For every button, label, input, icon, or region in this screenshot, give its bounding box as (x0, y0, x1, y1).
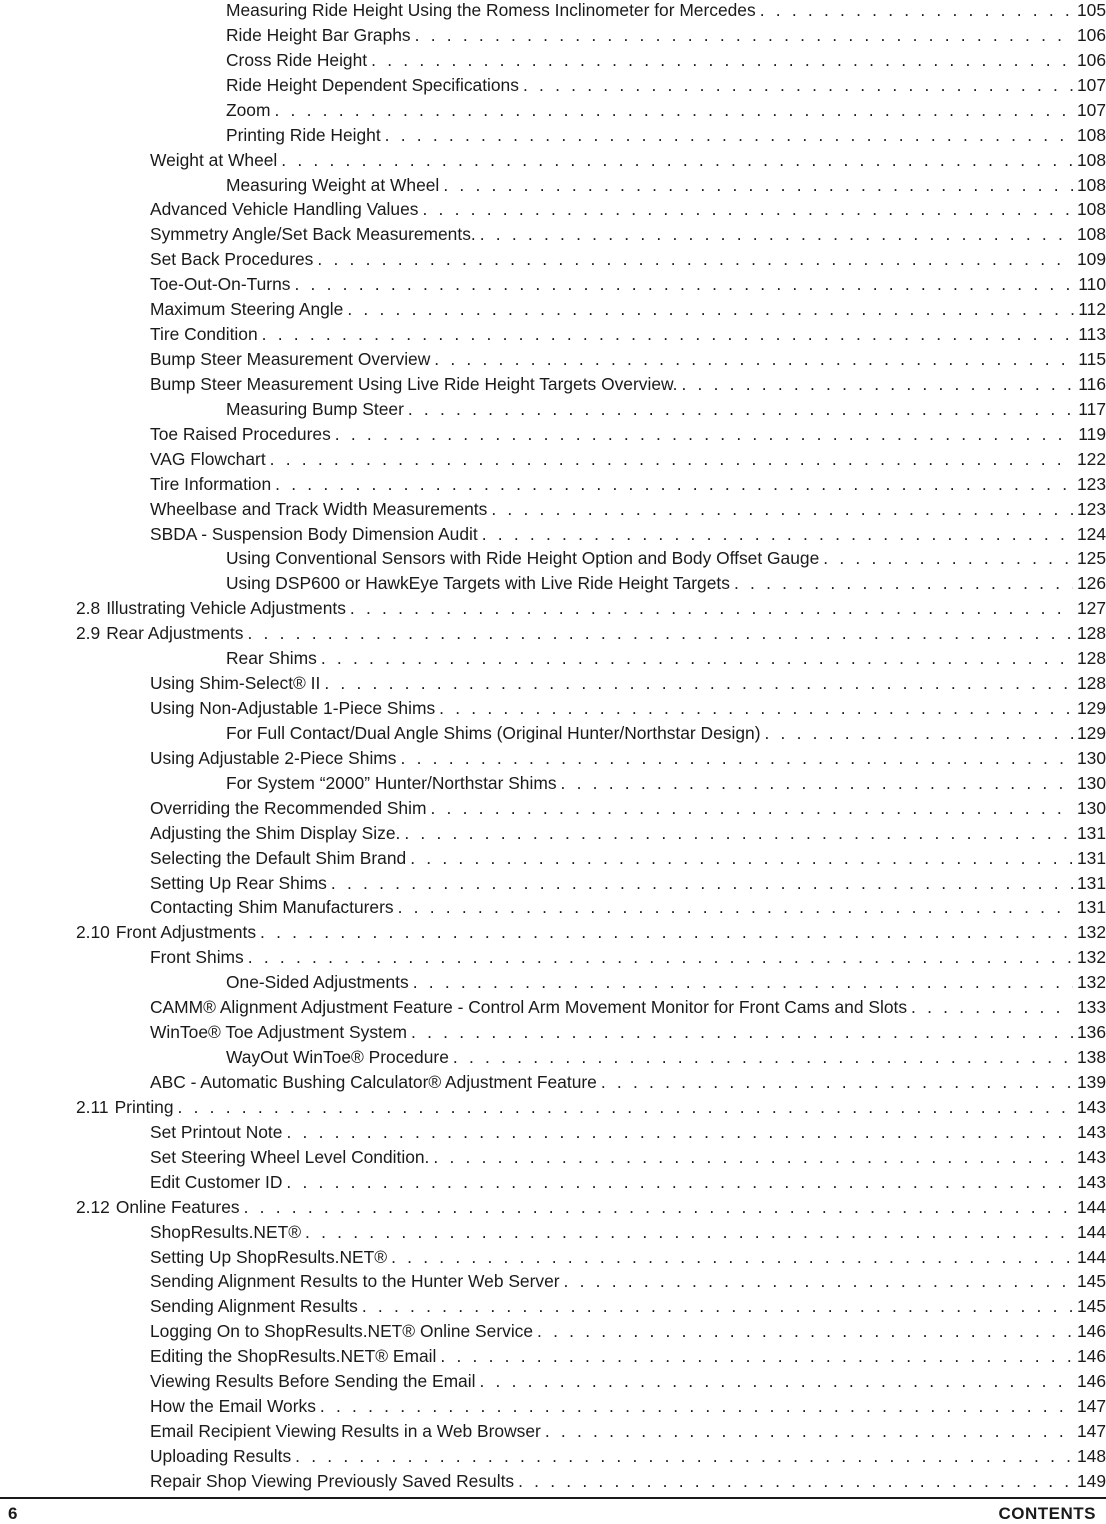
toc-entry-title (76, 1097, 174, 1117)
toc-entry[interactable] (0, 519, 1106, 544)
toc-entry-title: Rear Shims (226, 648, 317, 669)
toc-dot-leader (411, 1022, 1073, 1042)
toc-dot-leader (518, 1471, 1073, 1491)
toc-page-number: 107 (1076, 74, 1106, 95)
toc-dot-leader (244, 1197, 1073, 1217)
toc-dot-leader (430, 798, 1073, 818)
toc-entry-title: Set Steering Wheel Level Condition. (150, 1146, 430, 1167)
toc-entry-title: CAMM® Alignment Adjustment Feature - Control Arm Movement Monitor for Front Cams and Slots (150, 997, 908, 1018)
toc-page-number: 139 (1076, 1071, 1106, 1092)
toc-page-number: 125 (1076, 548, 1106, 569)
toc-dot-leader (347, 299, 1074, 319)
toc-entry-title: Set Printout Note (150, 1121, 283, 1142)
toc-entry[interactable] (0, 45, 1106, 70)
toc-entry[interactable] (0, 917, 1106, 942)
toc-dot-leader (537, 1321, 1073, 1341)
toc-entry-title: Measuring Ride Height Using the Romess Inclinometer for Mercedes (226, 0, 756, 20)
toc-dot-leader (764, 723, 1073, 743)
toc-page-number: 132 (1076, 922, 1106, 943)
toc-entry-title: Printing Ride Height (226, 124, 381, 145)
toc-page-number: 106 (1076, 24, 1106, 45)
toc-entry-title: Tire Condition (150, 324, 258, 345)
toc-entry-title: Tire Information (150, 473, 272, 494)
toc-entry-title: Logging On to ShopResults.NET® Online Service (150, 1321, 534, 1342)
toc-entry-title: Using Non-Adjustable 1-Piece Shims (150, 698, 436, 719)
toc-entry-title: Set Back Procedures (150, 249, 314, 270)
toc-page-number: 109 (1076, 249, 1106, 270)
toc-dot-leader (564, 1271, 1073, 1291)
toc-entry[interactable] (0, 568, 1106, 593)
toc-entry[interactable] (0, 219, 1106, 244)
toc-entry-title: WinToe® Toe Adjustment System (150, 1022, 408, 1043)
toc-entry-title: For System “2000” Hunter/Northstar Shims (226, 772, 557, 793)
toc-section-title: Rear Adjustments (106, 623, 244, 644)
toc-section-title: Illustrating Vehicle Adjustments (106, 598, 346, 619)
toc-entry-title (76, 598, 346, 618)
toc-entry-title: Editing the ShopResults.NET® Email (150, 1346, 437, 1367)
toc-section-number: 2.12 (76, 1196, 110, 1217)
toc-page-number: 136 (1076, 1022, 1106, 1043)
toc-page-number: 133 (1076, 997, 1106, 1018)
toc-dot-leader (482, 524, 1073, 544)
toc-page-number: 145 (1076, 1296, 1106, 1317)
toc-page-number: 149 (1076, 1470, 1106, 1491)
toc-entry[interactable] (0, 1042, 1106, 1067)
toc-dot-leader (561, 773, 1073, 793)
toc-page-number: 129 (1076, 698, 1106, 719)
toc-dot-leader (410, 848, 1073, 868)
toc-entry[interactable] (0, 244, 1106, 269)
toc-entry[interactable] (0, 294, 1106, 319)
toc-entry-title (76, 623, 243, 643)
toc-entry-title: Symmetry Angle/Set Back Measurements. (150, 224, 476, 245)
toc-entry[interactable] (0, 743, 1106, 768)
toc-entry[interactable] (0, 768, 1106, 793)
toc-page-number: 119 (1078, 423, 1106, 444)
toc-dot-leader (371, 50, 1073, 70)
toc-entry[interactable] (0, 419, 1106, 444)
toc-entry[interactable] (0, 992, 1106, 1017)
toc-page-number: 110 (1078, 274, 1106, 295)
toc-entry[interactable] (0, 319, 1106, 344)
toc-entry-title: Email Recipient Viewing Results in a Web Browser (150, 1421, 541, 1441)
toc-dot-leader (260, 922, 1073, 942)
toc-entry[interactable] (0, 394, 1106, 419)
toc-dot-leader (248, 947, 1073, 967)
toc-dot-leader (294, 274, 1074, 294)
toc-entry[interactable] (0, 1441, 1106, 1466)
toc-page-number: 108 (1076, 224, 1106, 245)
toc-page-number: 129 (1076, 722, 1106, 743)
toc-entry-title (76, 922, 256, 942)
toc-entry[interactable] (0, 444, 1106, 469)
toc-page-number: 146 (1076, 1321, 1106, 1342)
toc-entry-title: VAG Flowchart (150, 448, 266, 469)
toc-entry-title: Using Adjustable 2-Piece Shims (150, 747, 397, 768)
toc-page-number: 144 (1076, 1246, 1106, 1267)
toc-dot-leader (317, 249, 1073, 269)
toc-page-number: 113 (1078, 324, 1106, 345)
toc-dot-leader (911, 997, 1073, 1017)
toc-section-number: 2.9 (76, 623, 101, 644)
toc-entry[interactable] (0, 618, 1106, 643)
toc-entry[interactable] (0, 20, 1106, 45)
toc-page-number: 146 (1076, 1371, 1106, 1392)
toc-dot-leader (178, 1097, 1073, 1117)
toc-page-number: 117 (1078, 398, 1106, 419)
toc-page-number: 112 (1078, 299, 1106, 320)
toc-page-number: 130 (1076, 797, 1106, 818)
toc-page-number: 143 (1076, 1171, 1106, 1192)
toc-dot-leader (434, 349, 1074, 369)
toc-entry-title: SBDA - Suspension Body Dimension Audit (150, 523, 478, 544)
toc-page-number: 144 (1076, 1221, 1106, 1242)
toc-dot-leader (523, 75, 1073, 95)
toc-page-number: 131 (1076, 822, 1106, 843)
toc-dot-leader (681, 374, 1074, 394)
toc-entry[interactable] (0, 1366, 1106, 1391)
toc-dot-leader (321, 648, 1073, 668)
toc-entry-title: Front Shims (150, 947, 244, 968)
toc-entry-title: Sending Alignment Results (150, 1296, 358, 1317)
toc-dot-leader (286, 1172, 1073, 1192)
toc-entry-title: ABC - Automatic Bushing Calculator® Adjustment Feature (150, 1071, 597, 1092)
toc-entry[interactable] (0, 1092, 1106, 1117)
toc-page-number: 128 (1076, 648, 1106, 669)
toc-dot-leader (320, 1396, 1073, 1416)
toc-entry[interactable] (0, 95, 1106, 120)
toc-page-number: 146 (1076, 1346, 1106, 1367)
toc-page-number: 143 (1076, 1146, 1106, 1167)
toc-entry-title: For Full Contact/Dual Angle Shims (Original Hunter/Northstar Design) (226, 722, 761, 743)
toc-dot-leader (286, 1122, 1073, 1142)
toc-entry-title: Toe Raised Procedures (150, 423, 331, 444)
toc-entry-title: Measuring Weight at Wheel (226, 174, 440, 195)
toc-entry[interactable] (0, 0, 1106, 20)
toc-page-number: 124 (1076, 523, 1106, 544)
toc-page-number: 148 (1076, 1445, 1106, 1466)
toc-entry-title: Viewing Results Before Sending the Email (150, 1371, 476, 1392)
toc-entry-title: Ride Height Bar Graphs (226, 24, 411, 45)
toc-entry-title: Using DSP600 or HawkEye Targets with Live Ride Height Targets (226, 573, 730, 594)
toc-entry-title: WayOut WinToe® Procedure (226, 1047, 449, 1068)
toc-page-number: 132 (1076, 947, 1106, 968)
toc-dot-leader (491, 499, 1073, 519)
toc-page-number: 123 (1076, 473, 1106, 494)
toc-section-title: Front Adjustments (115, 922, 257, 943)
toc-page-number: 145 (1076, 1271, 1106, 1292)
toc-entry-title: Bump Steer Measurement Overview (150, 349, 431, 370)
toc-entry-title: Sending Alignment Results to the Hunter Web Server (150, 1271, 560, 1292)
toc-entry[interactable] (0, 593, 1106, 618)
toc-dot-leader (439, 698, 1073, 718)
footer-page-number: 6 (8, 1504, 18, 1523)
toc-entry[interactable] (0, 818, 1106, 843)
toc-entry-title: How the Email Works (150, 1396, 316, 1417)
toc-entry[interactable] (0, 194, 1106, 219)
toc-entry-title: Repair Shop Viewing Previously Saved Results (150, 1470, 515, 1491)
toc-dot-leader (331, 873, 1073, 893)
toc-dot-leader (262, 324, 1075, 344)
toc-entry-title: Maximum Steering Angle (150, 299, 344, 320)
toc-entry-title: Toe-Out-On-Turns (150, 274, 291, 295)
toc-entry[interactable] (0, 668, 1106, 693)
toc-page-number: 115 (1078, 349, 1106, 370)
toc-dot-leader (404, 823, 1073, 843)
toc-entry[interactable] (0, 1192, 1106, 1217)
toc-dot-leader (274, 100, 1073, 120)
toc-dot-leader (270, 449, 1073, 469)
toc-page-number: 122 (1076, 448, 1106, 469)
toc-entry[interactable] (0, 1067, 1106, 1092)
toc-entry-title: Uploading Results (150, 1445, 292, 1466)
toc-page-number: 130 (1076, 772, 1106, 793)
toc-page-number: 108 (1076, 124, 1106, 145)
toc-page-number: 131 (1076, 897, 1106, 918)
toc-entry[interactable] (0, 1291, 1106, 1316)
toc-entry[interactable] (0, 145, 1106, 170)
toc-entry[interactable] (0, 543, 1106, 568)
footer-section-label: CONTENTS (998, 1504, 1096, 1523)
toc-dot-leader (305, 1222, 1073, 1242)
toc-entry-title: Selecting the Default Shim Brand (150, 847, 407, 868)
toc-dot-leader (391, 1247, 1073, 1267)
toc-page-number: 108 (1076, 199, 1106, 220)
toc-entry[interactable] (0, 868, 1106, 893)
toc-section-number: 2.10 (76, 922, 110, 943)
toc-entry[interactable] (0, 1167, 1106, 1192)
toc-entry[interactable] (0, 942, 1106, 967)
toc-entry[interactable] (0, 1266, 1106, 1291)
toc-page-number: 128 (1076, 673, 1106, 694)
toc-entry-title: Using Shim-Select® II (150, 673, 321, 694)
toc-page-number: 147 (1076, 1396, 1106, 1417)
toc-entry[interactable] (0, 643, 1106, 668)
toc-dot-leader (335, 424, 1074, 444)
toc-page-number: 123 (1076, 498, 1106, 519)
toc-entry-title: Measuring Bump Steer (226, 398, 404, 419)
toc-entry-title: Setting Up Rear Shims (150, 872, 327, 893)
toc-dot-leader (440, 1346, 1073, 1366)
toc-entry[interactable] (0, 793, 1106, 818)
toc-entry-title: Wheelbase and Track Width Measurements (150, 498, 488, 519)
toc-dot-leader (760, 0, 1073, 20)
toc-entry-title (76, 1197, 240, 1217)
toc-entry[interactable] (0, 494, 1106, 519)
toc-page-number: 131 (1076, 872, 1106, 893)
toc-entry[interactable] (0, 469, 1106, 494)
toc-page-number: 116 (1078, 373, 1106, 394)
toc-entry-title: Edit Customer ID (150, 1171, 283, 1192)
toc-dot-leader (433, 1147, 1073, 1167)
toc-entry[interactable] (0, 1142, 1106, 1167)
toc-entry-title: Ride Height Dependent Specifications (226, 74, 519, 95)
toc-page-number: 128 (1076, 623, 1106, 644)
toc-page-number: 107 (1076, 99, 1106, 120)
toc-section-title: Printing (114, 1096, 174, 1117)
toc-entry[interactable] (0, 170, 1106, 195)
toc-entry[interactable] (0, 1217, 1106, 1242)
toc-entry[interactable] (0, 843, 1106, 868)
toc-page-number: 143 (1076, 1096, 1106, 1117)
toc-entry[interactable] (0, 70, 1106, 95)
toc-dot-leader (247, 623, 1073, 643)
toc-entry-title: Zoom (226, 99, 271, 120)
toc-entry-title: Overriding the Recommended Shim (150, 797, 427, 818)
toc-dot-leader (422, 199, 1073, 219)
toc-page-number: 130 (1076, 747, 1106, 768)
toc-entry-title: Setting Up ShopResults.NET® (150, 1246, 388, 1267)
toc-entry[interactable] (0, 967, 1106, 992)
toc-dot-leader (324, 673, 1073, 693)
toc-page-number: 127 (1076, 598, 1106, 619)
toc-dot-leader (415, 25, 1073, 45)
toc-page-number: 126 (1076, 573, 1106, 594)
toc-section-number: 2.8 (76, 598, 101, 619)
toc-page-number: 131 (1076, 847, 1106, 868)
toc-entry[interactable] (0, 1341, 1106, 1366)
toc-entry[interactable] (0, 892, 1106, 917)
toc-page-number: 143 (1076, 1121, 1106, 1142)
toc-entry-title: Cross Ride Height (226, 49, 368, 70)
toc-entry-title: Bump Steer Measurement Using Live Ride Height Targets Overview. (150, 373, 678, 394)
toc-entry[interactable] (0, 344, 1106, 369)
toc-dot-leader (408, 399, 1074, 419)
toc-dot-leader (398, 897, 1073, 917)
toc-dot-leader (362, 1296, 1073, 1316)
toc-dot-leader (601, 1072, 1073, 1092)
toc-dot-leader (479, 1371, 1073, 1391)
toc-entry[interactable] (0, 369, 1106, 394)
toc-dot-leader (350, 598, 1073, 618)
toc-entry-title: Contacting Shim Manufacturers (150, 897, 394, 918)
toc-dot-leader (453, 1047, 1073, 1067)
toc-entry[interactable] (0, 693, 1106, 718)
toc-entry-title: Advanced Vehicle Handling Values (150, 199, 419, 220)
toc-entry[interactable] (0, 1316, 1106, 1341)
toc-dot-leader (275, 474, 1073, 494)
toc-entry-title: Adjusting the Shim Display Size. (150, 822, 401, 843)
toc-page-number: 144 (1076, 1196, 1106, 1217)
toc-section-number: 2.11 (76, 1096, 109, 1117)
toc-entry[interactable] (0, 1466, 1106, 1491)
toc-page-number: 147 (1076, 1421, 1106, 1441)
toc-entry[interactable] (0, 1242, 1106, 1267)
toc-dot-leader (401, 748, 1073, 768)
toc-entry-title: One-Sided Adjustments (226, 972, 409, 993)
toc-dot-leader (385, 125, 1073, 145)
footer-divider (0, 1497, 1106, 1499)
toc-entry[interactable] (0, 1391, 1106, 1416)
toc-dot-leader (295, 1446, 1073, 1466)
toc-entry[interactable] (0, 1017, 1106, 1042)
toc-entry[interactable] (0, 120, 1106, 145)
toc-entry-title: Weight at Wheel (150, 149, 278, 170)
toc-page-number: 138 (1076, 1047, 1106, 1068)
toc-page-number: 108 (1076, 174, 1106, 195)
toc-dot-leader (734, 573, 1073, 593)
toc-dot-leader (281, 150, 1073, 170)
toc-page-number: 105 (1076, 0, 1106, 20)
toc-entry[interactable] (0, 718, 1106, 743)
toc-entry[interactable] (0, 1117, 1106, 1142)
toc-dot-leader (480, 224, 1073, 244)
toc-entry-title: ShopResults.NET® (150, 1221, 302, 1242)
toc-dot-leader (443, 175, 1073, 195)
toc-page-number: 108 (1076, 149, 1106, 170)
toc-entry[interactable] (0, 1416, 1106, 1441)
toc-section-title: Online Features (115, 1196, 240, 1217)
toc-entry-title: Using Conventional Sensors with Ride Height Option and Body Offset Gauge (226, 548, 820, 569)
toc-dot-leader (413, 972, 1073, 992)
toc-dot-leader (545, 1421, 1073, 1441)
toc-page-number: 132 (1076, 972, 1106, 993)
toc-dot-leader (823, 548, 1073, 568)
toc-page-number: 106 (1076, 49, 1106, 70)
toc-entry[interactable] (0, 269, 1106, 294)
